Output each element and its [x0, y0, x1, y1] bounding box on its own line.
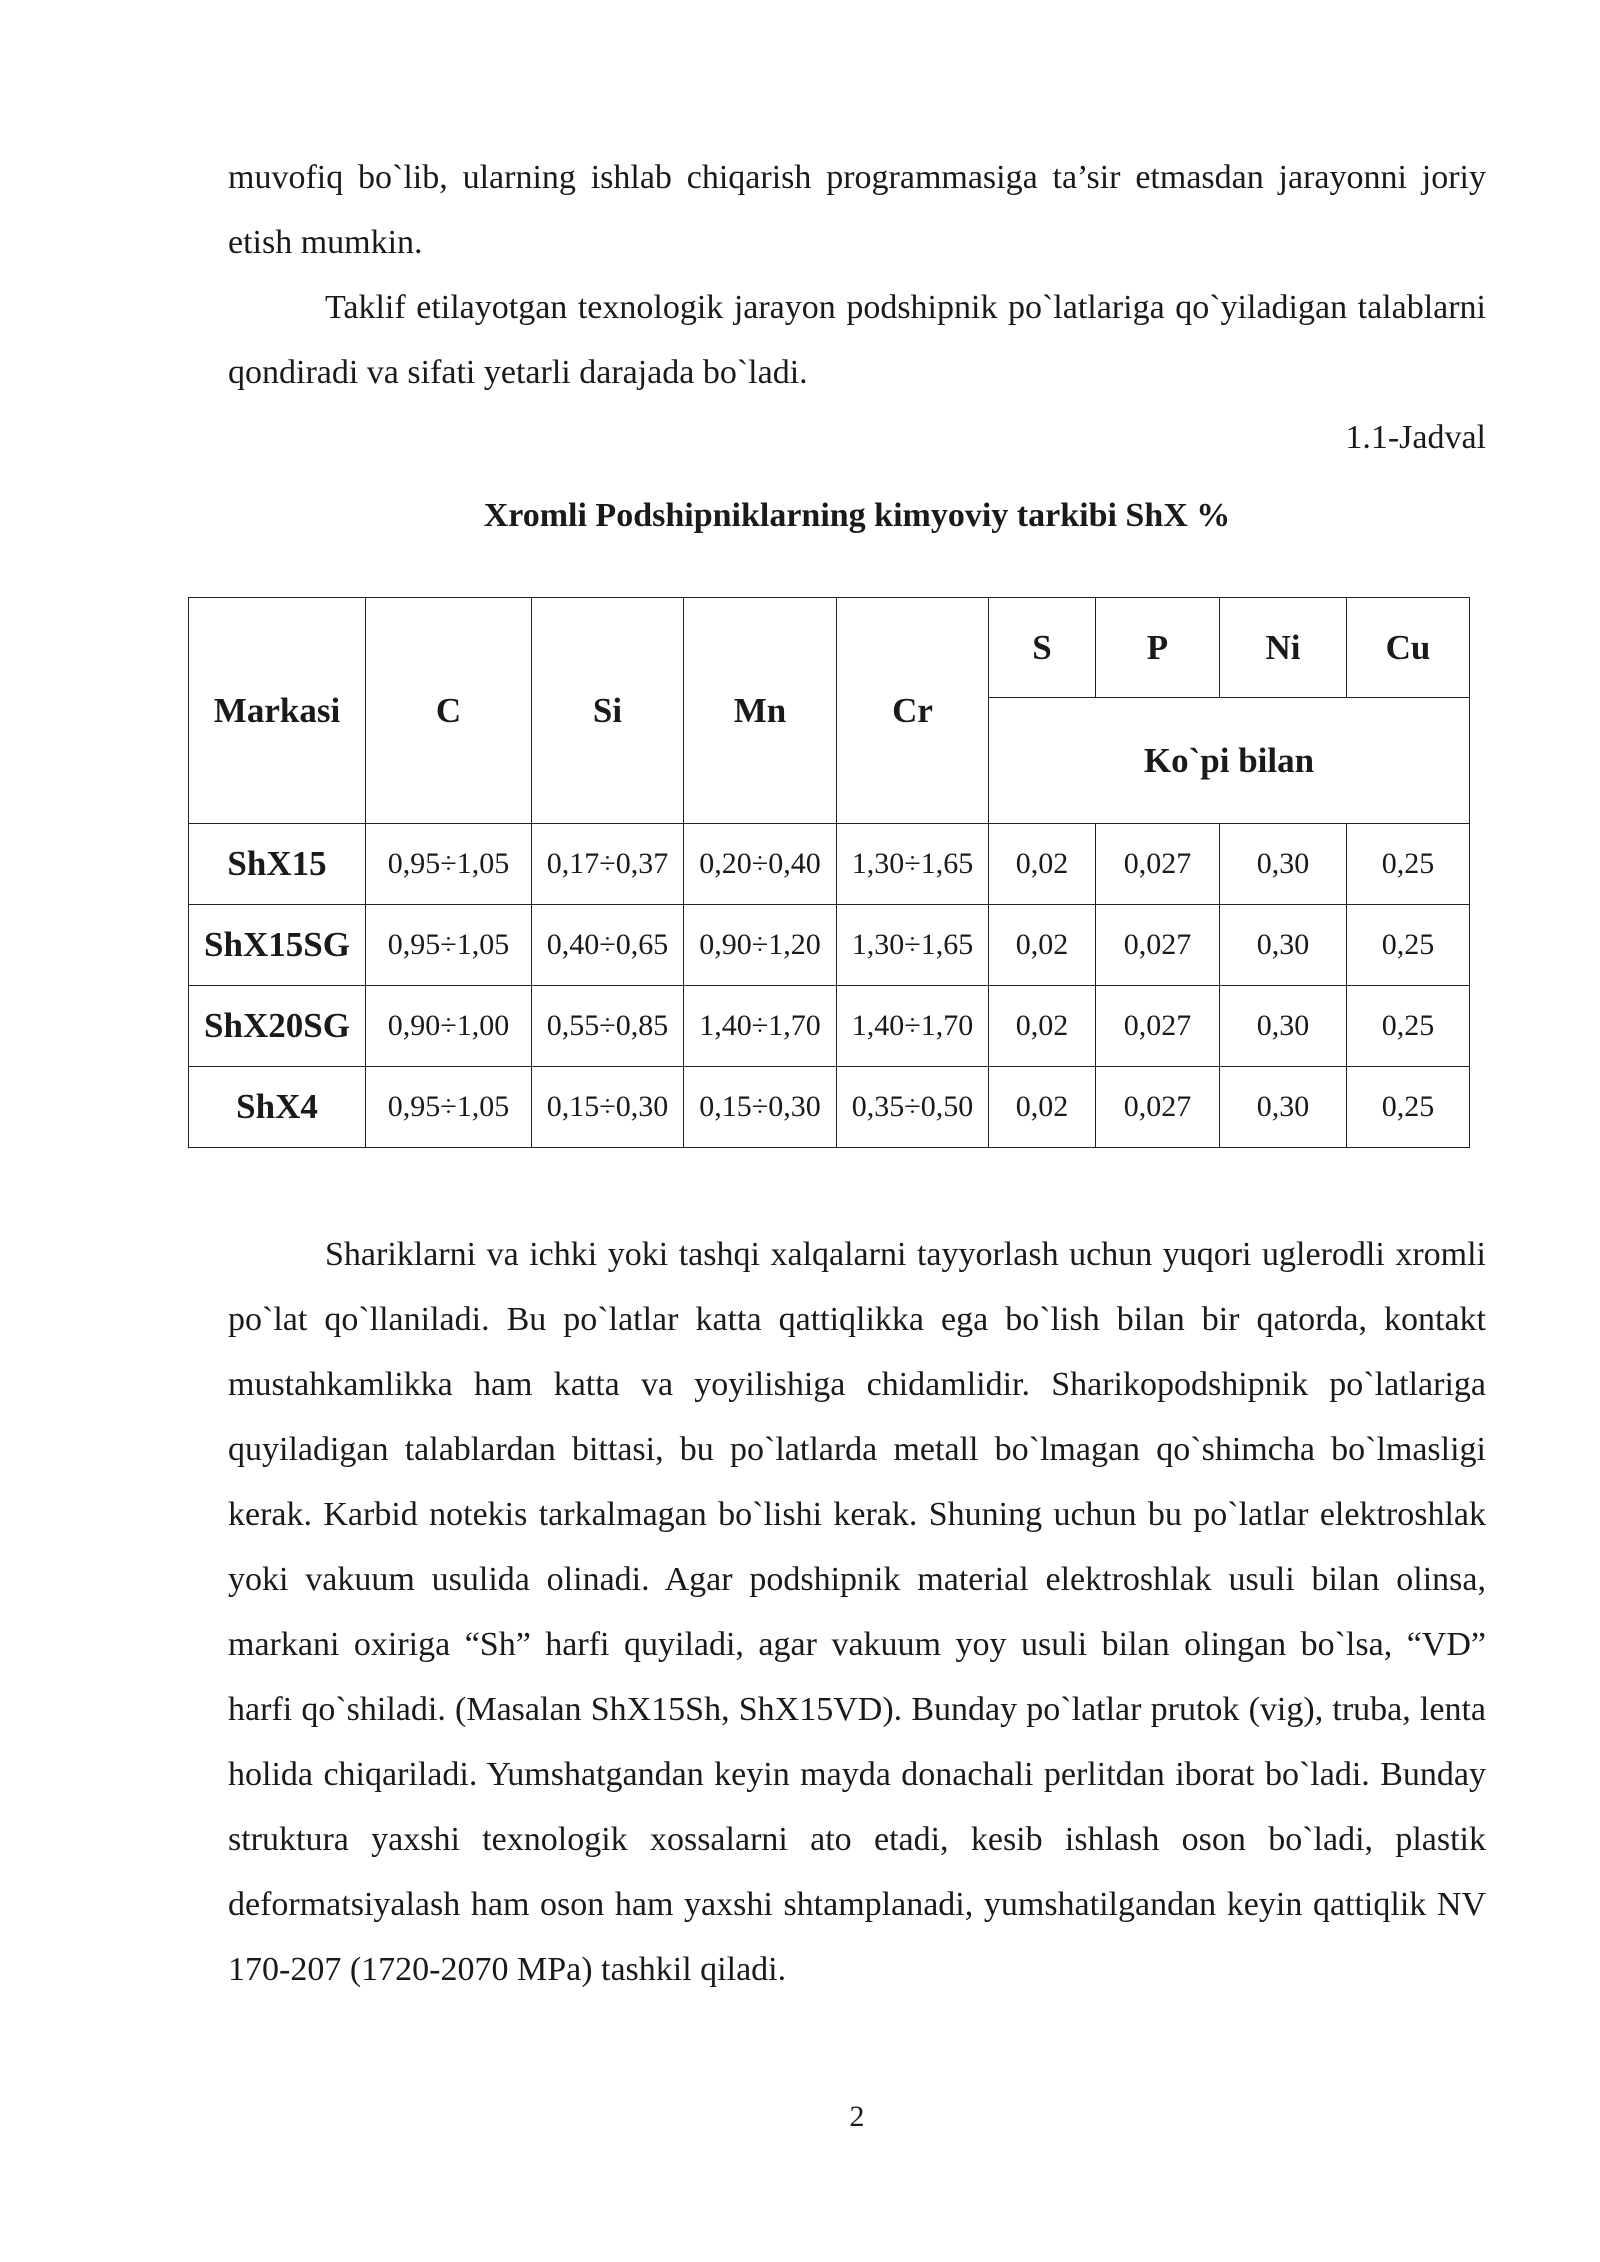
cell-manganese: 0,20÷0,40: [684, 824, 837, 905]
cell-carbon: 0,95÷1,05: [366, 824, 532, 905]
header-sulfur: S: [989, 598, 1096, 698]
paragraph-intro: muvofiq bo`lib, ularning ishlab chiqarish programmasiga ta’sir etmasdan jarayonni joriy etish mumkin.: [228, 159, 1486, 261]
cell-nickel: 0,30: [1220, 1067, 1347, 1148]
cell-copper: 0,25: [1347, 1067, 1470, 1148]
table-row: [189, 905, 1470, 986]
paragraph-body: Shariklarni va ichki yoki tashqi xalqalarni tayyorlash uchun yuqori uglerodli xromli po`lat qo`llaniladi. Bu po`latlar katta qattiqlikka ega bo`lish bilan bir qatorda, kontakt mustahkamlikka ham katta va yoyilishiga chidamlidir. Sharikopodshipnik po`latlariga quyiladigan talablardan bittasi, bu po`latlarda metall bo`lmagan qo`shimcha bo`lmasligi kerak. Karbid notekis tarkalmagan bo`lishi kerak. Shuning uchun bu po`latlar elektroshlak yoki vakuum usulida olinadi. Agar podshipnik material elektroshlak usuli bilan olinsa, markani oxiriga “Sh” harfi quyiladi, agar vakuum yoy usuli bilan olingan bo`lsa, “VD” harfi qo`shiladi. (Masalan ShX15Sh, ShX15VD). Bunday po`latlar prutok (vig), truba, lenta holida chiqariladi. Yumshatgandan keyin mayda donachali perlitdan iborat bo`ladi. Bunday struktura yaxshi texnologik xossalarni ato etadi, kesib ishlash oson bo`ladi, plastik deformatsiyalash ham oson ham yaxshi shtamplanadi, yumshatilgandan keyin qattiqlik NV 170-207 (1720-2070 MPa) tashkil qiladi.: [228, 1236, 1486, 1988]
header-phosphorus: P: [1096, 598, 1220, 698]
cell-chromium: 0,35÷0,50: [837, 1067, 989, 1148]
cell-phosphorus: 0,027: [1096, 1067, 1220, 1148]
header-copper: Cu: [1347, 598, 1470, 698]
table-row: [189, 986, 1470, 1067]
header-manganese: Mn: [684, 598, 837, 824]
cell-grade: ShX15SG: [189, 905, 366, 986]
cell-copper: 0,25: [1347, 986, 1470, 1067]
cell-sulfur: 0,02: [989, 986, 1096, 1067]
cell-phosphorus: 0,027: [1096, 905, 1220, 986]
cell-nickel: 0,30: [1220, 824, 1347, 905]
cell-silicon: 0,55÷0,85: [532, 986, 684, 1067]
header-max-limit: Ko`pi bilan: [989, 698, 1470, 824]
table-label: 1.1-Jadval: [1345, 419, 1486, 456]
cell-manganese: 0,15÷0,30: [684, 1067, 837, 1148]
cell-sulfur: 0,02: [989, 1067, 1096, 1148]
cell-nickel: 0,30: [1220, 986, 1347, 1067]
table-header-row: [189, 598, 1470, 698]
cell-chromium: 1,40÷1,70: [837, 986, 989, 1067]
cell-grade: ShX20SG: [189, 986, 366, 1067]
cell-manganese: 0,90÷1,20: [684, 905, 837, 986]
cell-copper: 0,25: [1347, 824, 1470, 905]
cell-phosphorus: 0,027: [1096, 986, 1220, 1067]
header-chromium: Cr: [837, 598, 989, 824]
cell-grade: ShX15: [189, 824, 366, 905]
cell-carbon: 0,90÷1,00: [366, 986, 532, 1067]
table-title: Xromli Podshipniklarning kimyoviy tarkibi ShX %: [483, 497, 1231, 534]
cell-carbon: 0,95÷1,05: [366, 1067, 532, 1148]
cell-grade: ShX4: [189, 1067, 366, 1148]
cell-carbon: 0,95÷1,05: [366, 905, 532, 986]
header-carbon: C: [366, 598, 532, 824]
cell-sulfur: 0,02: [989, 824, 1096, 905]
cell-chromium: 1,30÷1,65: [837, 905, 989, 986]
cell-manganese: 1,40÷1,70: [684, 986, 837, 1067]
cell-silicon: 0,40÷0,65: [532, 905, 684, 986]
paragraph-proposal: Taklif etilayotgan texnologik jarayon podshipnik po`latlariga qo`yiladigan talablarni qondiradi va sifati yetarli darajada bo`ladi.: [228, 289, 1486, 391]
cell-phosphorus: 0,027: [1096, 824, 1220, 905]
table-row: [189, 824, 1470, 905]
header-silicon: Si: [532, 598, 684, 824]
cell-copper: 0,25: [1347, 905, 1470, 986]
page-number: 2: [849, 2100, 865, 2133]
header-grade: Markasi: [189, 598, 366, 824]
cell-sulfur: 0,02: [989, 905, 1096, 986]
header-nickel: Ni: [1220, 598, 1347, 698]
cell-silicon: 0,17÷0,37: [532, 824, 684, 905]
cell-silicon: 0,15÷0,30: [532, 1067, 684, 1148]
cell-nickel: 0,30: [1220, 905, 1347, 986]
chemical-composition-table: [188, 597, 1470, 1148]
table-row: [189, 1067, 1470, 1148]
cell-chromium: 1,30÷1,65: [837, 824, 989, 905]
